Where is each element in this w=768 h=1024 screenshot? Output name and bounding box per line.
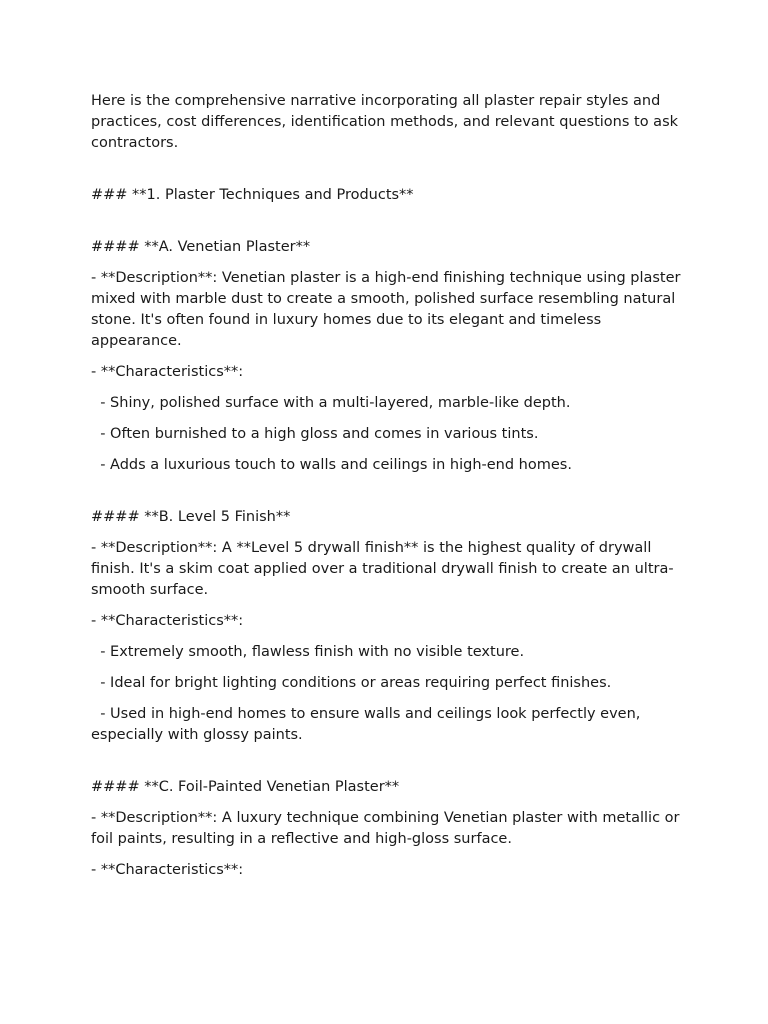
foil-characteristics-label: - **Characteristics**: [91,862,244,878]
venetian-characteristic-item: - Often burnished to a high gloss and comes in various tints. [91,426,539,442]
intro-paragraph: Here is the comprehensive narrative incorporating all plaster repair styles and practices, cost differences, identification methods, and relevant questions to ask contractors. [91,93,683,151]
level5-description: - **Description**: A **Level 5 drywall finish** is the highest quality of drywall finish. It's a skim coat applied over a traditional drywall finish to create an ultra-smooth surface. [91,540,674,598]
level5-characteristic-item: - Extremely smooth, flawless finish with no visible texture. [91,644,525,660]
venetian-characteristic-item: - Shiny, polished surface with a multi-layered, marble-like depth. [91,395,571,411]
subheading-level-5-finish: #### **B. Level 5 Finish** [91,509,291,525]
foil-description: - **Description**: A luxury technique combining Venetian plaster with metallic or foil paints, resulting in a reflective and high-gloss surface. [91,810,685,847]
level5-characteristic-item: - Ideal for bright lighting conditions or areas requiring perfect finishes. [91,675,612,691]
section-heading-plaster-techniques: ### **1. Plaster Techniques and Products** [91,187,414,203]
document-body [91,91,686,891]
venetian-description: - **Description**: Venetian plaster is a high-end finishing technique using plaster mixed with marble dust to create a smooth, polished surface resembling natural stone. It's often found in luxury homes due to its elegant and timeless appearance. [91,270,686,349]
venetian-characteristic-item: - Adds a luxurious touch to walls and ceilings in high-end homes. [91,457,572,473]
level5-characteristic-item: - Used in high-end homes to ensure walls and ceilings look perfectly even, especially with glossy paints. [91,706,646,743]
level5-characteristics-label: - **Characteristics**: [91,613,244,629]
venetian-characteristics-label: - **Characteristics**: [91,364,244,380]
subheading-foil-painted-venetian-plaster: #### **C. Foil-Painted Venetian Plaster** [91,779,400,795]
subheading-venetian-plaster: #### **A. Venetian Plaster** [91,239,311,255]
